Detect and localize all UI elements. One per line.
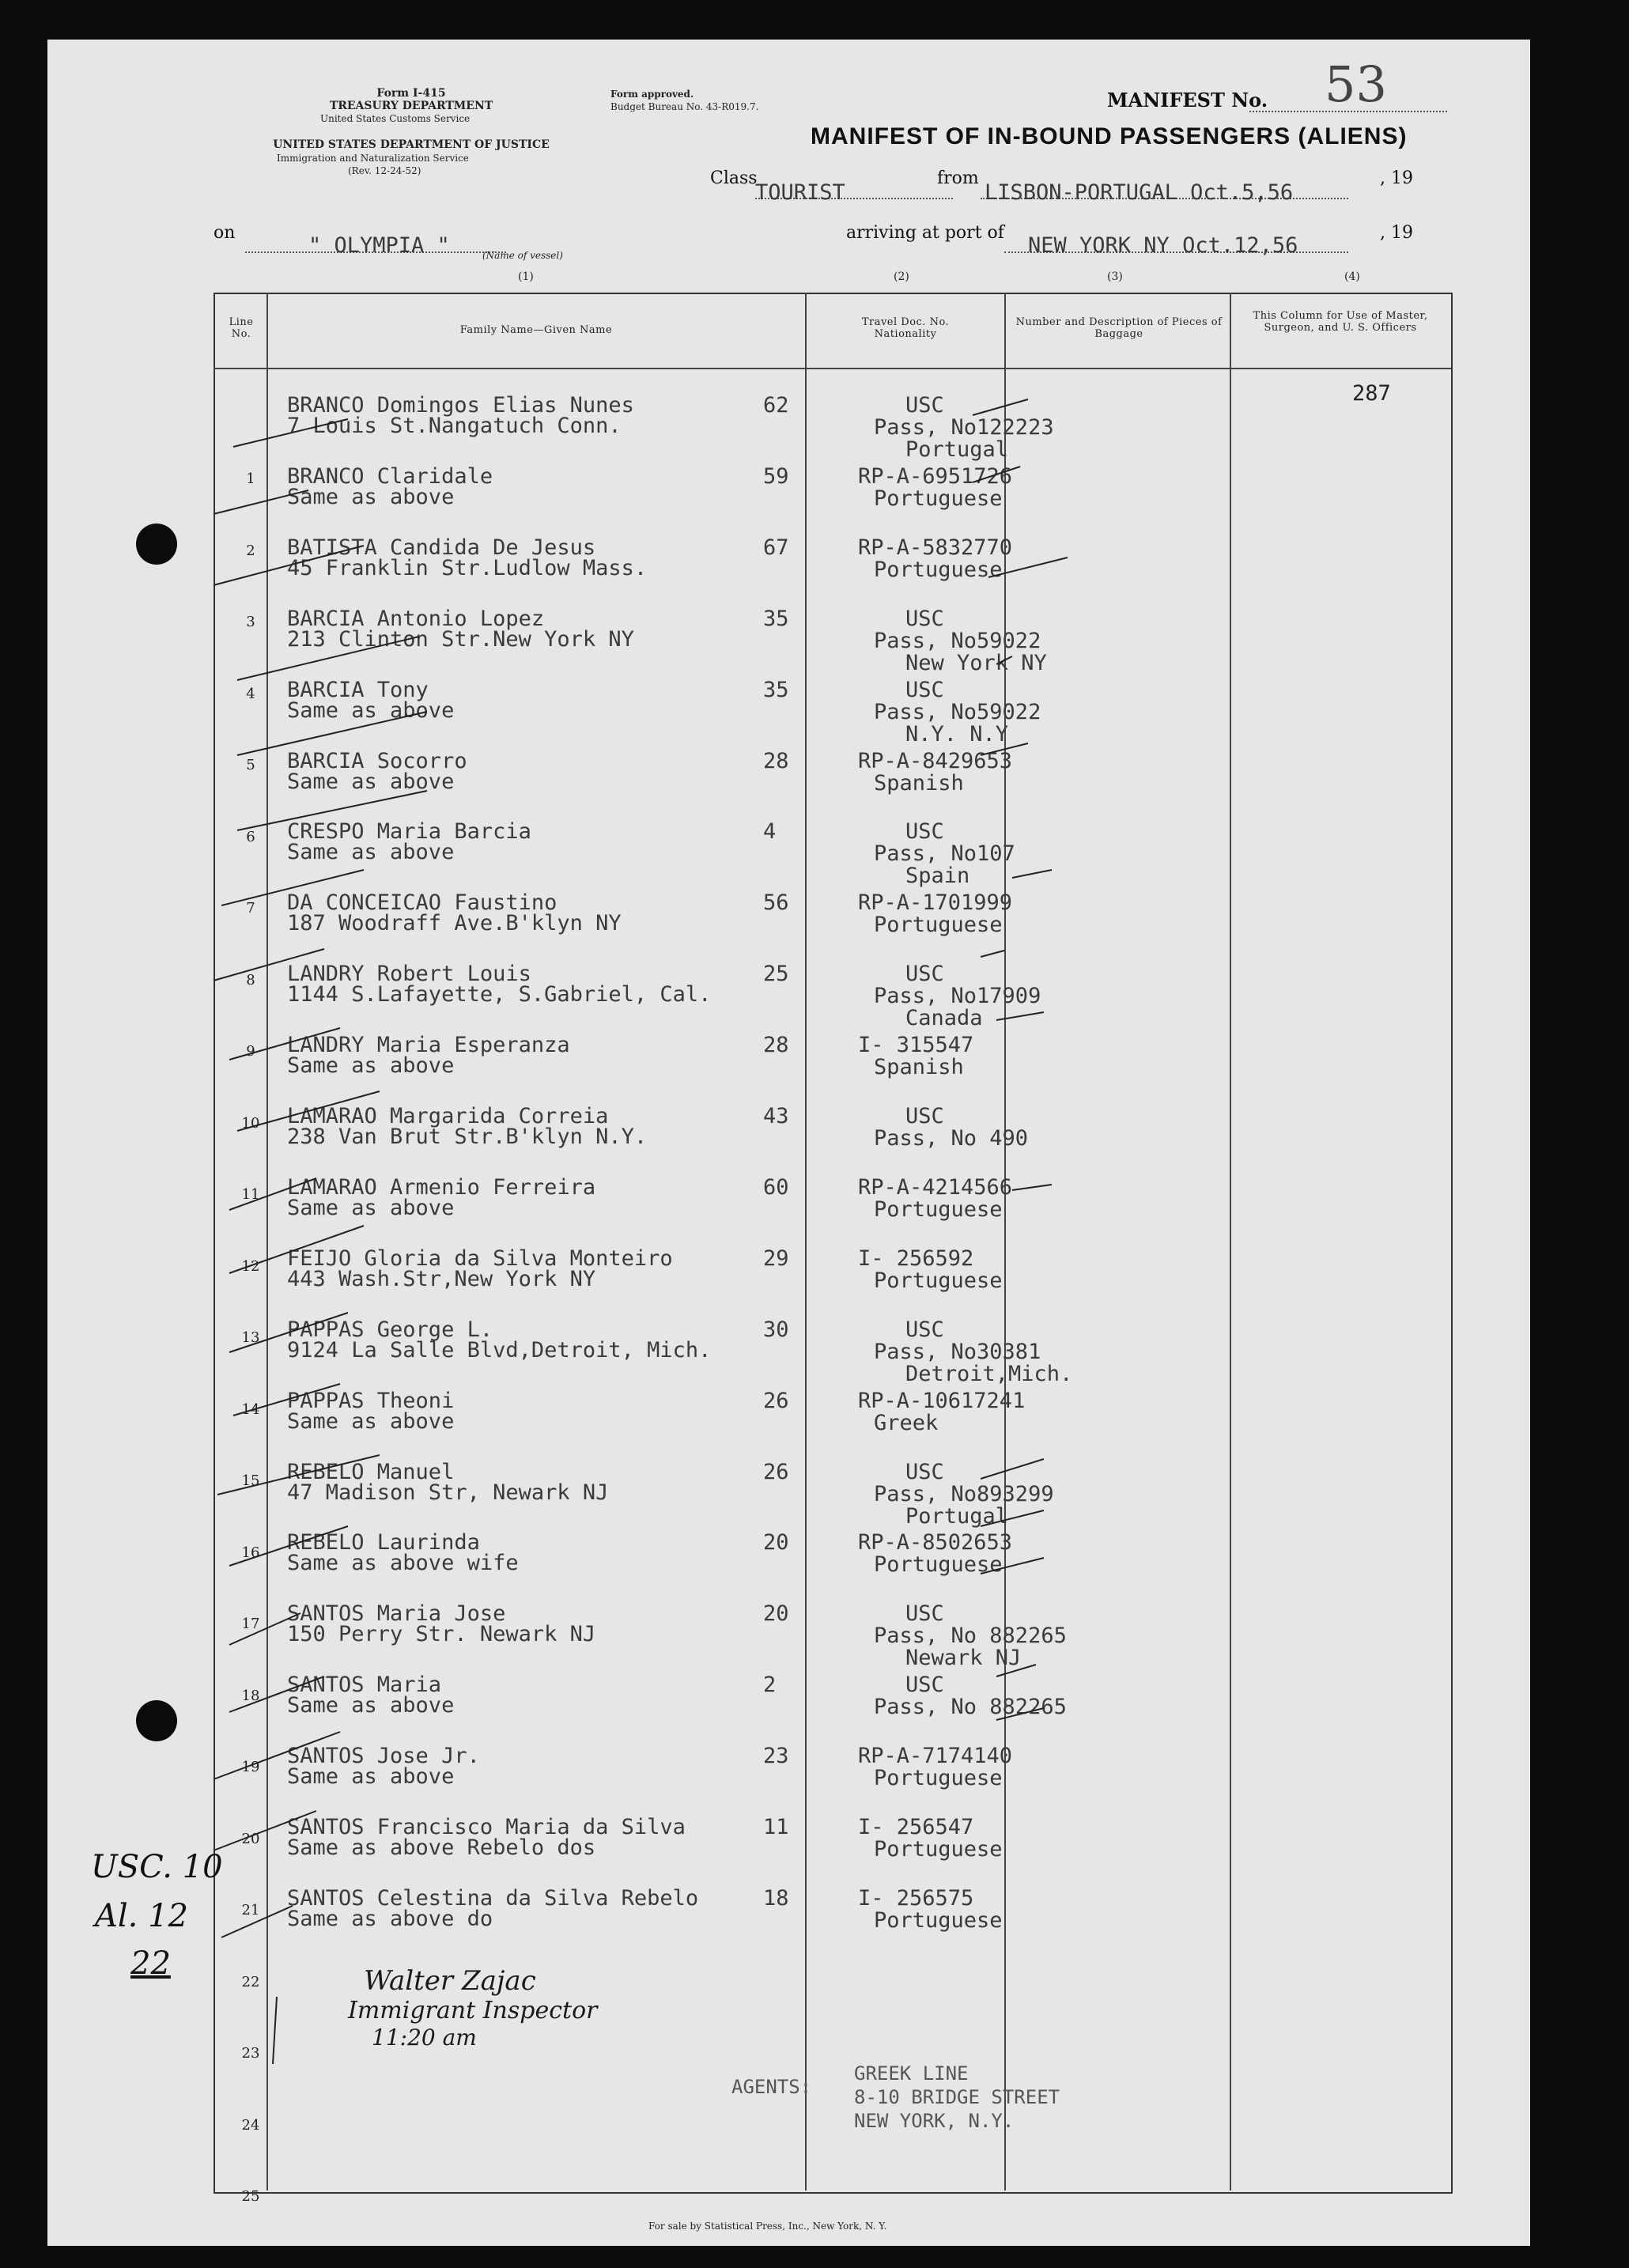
travel-doc-line-2: Greek bbox=[874, 1410, 939, 1435]
travel-doc-line-2: Portuguese bbox=[874, 1268, 1003, 1293]
travel-doc-line-2: Pass, No 882265 bbox=[874, 1695, 1067, 1720]
travel-doc-line-1: USC bbox=[905, 606, 944, 631]
passenger-age: 67 bbox=[763, 535, 789, 560]
line-number: 6 bbox=[246, 828, 255, 845]
passenger-name: BARCIA Socorro bbox=[287, 748, 467, 773]
travel-doc-line-2: Pass, No17909 bbox=[874, 984, 1041, 1009]
line-number: 8 bbox=[246, 971, 255, 988]
punch-hole-top bbox=[136, 524, 177, 565]
punch-hole-bottom bbox=[136, 1700, 177, 1741]
travel-doc-line-3: Newark NJ bbox=[905, 1646, 1022, 1671]
officer-number: 287 bbox=[1352, 381, 1391, 406]
passenger-age: 26 bbox=[763, 1388, 789, 1413]
travel-doc-line-1: I- 315547 bbox=[858, 1033, 974, 1058]
agents-label: AGENTS: bbox=[731, 2076, 812, 2098]
margin-note-usc: USC. 10 bbox=[91, 1849, 223, 1885]
passenger-address: Same as above Rebelo dos bbox=[287, 1835, 596, 1860]
form-approved: Form approved. bbox=[610, 89, 694, 100]
line-number: 7 bbox=[246, 900, 255, 917]
travel-doc-line-1: USC bbox=[905, 1673, 944, 1698]
header-line-no: Line No. bbox=[229, 316, 254, 340]
form-id: Form I-415 bbox=[376, 87, 446, 100]
travel-doc-line-2: Portuguese bbox=[874, 557, 1003, 582]
line-number: 1 bbox=[246, 471, 255, 487]
passenger-age: 20 bbox=[763, 1601, 789, 1627]
travel-doc-line-2: Portuguese bbox=[874, 1907, 1003, 1933]
passenger-name: SANTOS Jose Jr. bbox=[287, 1744, 480, 1769]
line-number: 19 bbox=[241, 1759, 260, 1775]
travel-doc-line-1: RP-A-7174140 bbox=[858, 1744, 1013, 1769]
travel-doc-line-3: N.Y. N.Y bbox=[905, 721, 1009, 747]
travel-doc-line-1: RP-A-8502653 bbox=[858, 1530, 1013, 1555]
line-number: 22 bbox=[241, 1973, 260, 1990]
travel-doc-line-3: Spain bbox=[905, 864, 970, 889]
inspector-title: Immigrant Inspector bbox=[348, 1997, 598, 2024]
passenger-address: Same as above bbox=[287, 1693, 455, 1718]
passenger-address: Same as above bbox=[287, 769, 455, 794]
travel-doc-line-3: New York NY bbox=[905, 650, 1047, 675]
travel-doc-line-3: Canada bbox=[905, 1006, 983, 1031]
travel-doc-line-1: RP-A-4214566 bbox=[858, 1174, 1013, 1200]
passenger-age: 43 bbox=[763, 1104, 789, 1128]
header-name: Family Name—Given Name bbox=[459, 324, 613, 336]
passenger-age: 35 bbox=[763, 677, 789, 702]
line-number: 17 bbox=[241, 1616, 260, 1632]
travel-doc-line-1: RP-A-1701999 bbox=[858, 890, 1013, 916]
line-number: 12 bbox=[241, 1257, 260, 1275]
passenger-address: 238 Van Brut Str.B'klyn N.Y. bbox=[287, 1125, 648, 1149]
margin-note-total: 22 bbox=[130, 1945, 171, 1982]
travel-doc-line-3: Detroit,Mich. bbox=[905, 1361, 1073, 1386]
travel-doc-line-1: USC bbox=[905, 1459, 944, 1484]
manifest-page bbox=[47, 40, 1530, 2246]
passenger-name: BARCIA Antonio Lopez bbox=[287, 606, 545, 631]
vessel-name: " OLYMPIA " bbox=[308, 233, 450, 258]
passenger-address: Same as above bbox=[287, 1195, 455, 1220]
travel-doc-line-1: USC bbox=[905, 962, 944, 987]
passenger-age: 23 bbox=[763, 1744, 789, 1769]
passenger-name: REBELO Manuel bbox=[287, 1459, 455, 1484]
passenger-age: 28 bbox=[763, 748, 789, 773]
line-number: 13 bbox=[241, 1329, 260, 1346]
travel-doc-line-1: I- 256547 bbox=[858, 1815, 974, 1839]
passenger-address: Same as above bbox=[287, 840, 455, 865]
manifest-no-label: MANIFEST No. bbox=[1107, 89, 1268, 112]
passenger-age: 29 bbox=[763, 1246, 789, 1271]
travel-doc-line-2: Portuguese bbox=[874, 913, 1003, 938]
travel-doc-line-2: Portuguese bbox=[874, 1837, 1003, 1862]
travel-doc-line-2: Portuguese bbox=[874, 1766, 1003, 1791]
travel-doc-line-3: Portugal bbox=[905, 437, 1009, 462]
travel-doc-line-2: Spanish bbox=[874, 770, 964, 796]
passenger-address: Same as above bbox=[287, 697, 455, 723]
passenger-name: BRANCO Claridale bbox=[287, 463, 493, 489]
ins-service: Immigration and Naturalization Service bbox=[277, 153, 469, 164]
travel-doc-line-1: USC bbox=[905, 819, 944, 845]
customs-service: United States Customs Service bbox=[320, 113, 471, 124]
passenger-address: 443 Wash.Str,New York NY bbox=[287, 1266, 596, 1291]
travel-doc-line-2: Spanish bbox=[874, 1055, 964, 1080]
passenger-address: 9124 La Salle Blvd,Detroit, Mich. bbox=[287, 1337, 712, 1363]
passenger-address: 150 Perry Str. Newark NJ bbox=[287, 1622, 596, 1647]
agents-line-1: GREEK LINE bbox=[854, 2062, 969, 2085]
travel-doc-line-2: Pass, No 882265 bbox=[874, 1624, 1067, 1649]
col-num-4: (4) bbox=[1344, 270, 1360, 283]
passenger-name: BARCIA Tony bbox=[287, 677, 429, 702]
passenger-address: Same as above bbox=[287, 1408, 455, 1434]
arriving-label: arriving at port of bbox=[846, 223, 1004, 243]
line-number: 21 bbox=[241, 1902, 260, 1918]
passenger-age: 18 bbox=[763, 1885, 789, 1911]
class-label: Class bbox=[710, 168, 758, 188]
passenger-name: PAPPAS Theoni bbox=[287, 1388, 455, 1413]
passenger-name: BRANCO Domingos Elias Nunes bbox=[287, 393, 634, 418]
passenger-address: 7 Louis St.Nangatuch Conn. bbox=[287, 414, 622, 438]
col-num-1: (1) bbox=[518, 270, 534, 283]
agents-line-3: NEW YORK, N.Y. bbox=[854, 2110, 1015, 2132]
year-1: , 19 bbox=[1380, 168, 1413, 188]
passenger-age: 4 bbox=[763, 819, 777, 845]
vessel-caption: (Name of vessel) bbox=[482, 250, 563, 261]
travel-doc-line-3: Portugal bbox=[905, 1503, 1009, 1529]
header-baggage: Number and Description of Pieces of Baggage bbox=[1015, 316, 1223, 340]
passenger-age: 11 bbox=[763, 1815, 789, 1839]
travel-doc-line-1: RP-A-5832770 bbox=[858, 535, 1013, 560]
passenger-age: 62 bbox=[763, 393, 789, 418]
header-travel-doc: Travel Doc. No. Nationality bbox=[861, 316, 950, 340]
line-number: 20 bbox=[241, 1830, 260, 1847]
passenger-name: LAMARAO Armenio Ferreira bbox=[287, 1174, 596, 1200]
passenger-age: 35 bbox=[763, 606, 789, 631]
passenger-name: PAPPAS George L. bbox=[287, 1317, 493, 1342]
passenger-address: Same as above wife bbox=[287, 1551, 519, 1576]
manifest-title: MANIFEST OF IN-BOUND PASSENGERS (ALIENS) bbox=[811, 123, 1408, 149]
passenger-address: Same as above bbox=[287, 1764, 455, 1790]
manifest-no-value: 53 bbox=[1325, 55, 1387, 113]
travel-doc-line-1: RP-A-6951726 bbox=[858, 463, 1013, 489]
passenger-name: SANTOS Maria bbox=[287, 1673, 442, 1698]
inspector-signature: Walter Zajac bbox=[364, 1965, 536, 1997]
passenger-age: 59 bbox=[763, 463, 789, 489]
passenger-name: SANTOS Francisco Maria da Silva bbox=[287, 1815, 686, 1839]
travel-doc-line-2: Pass, No59022 bbox=[874, 699, 1041, 724]
budget-bureau: Budget Bureau No. 43-R019.7. bbox=[610, 101, 759, 112]
travel-doc-line-2: Pass, No30381 bbox=[874, 1339, 1041, 1364]
travel-doc-line-1: I- 256592 bbox=[858, 1246, 974, 1271]
passenger-address: 47 Madison Str, Newark NJ bbox=[287, 1480, 609, 1505]
class-value: TOURIST bbox=[755, 180, 845, 205]
line-number: 18 bbox=[241, 1687, 260, 1704]
line-number: 25 bbox=[241, 2188, 260, 2205]
passenger-name: FEIJO Gloria da Silva Monteiro bbox=[287, 1246, 673, 1271]
line-number: 11 bbox=[241, 1186, 260, 1203]
passenger-name: CRESPO Maria Barcia bbox=[287, 819, 531, 845]
passenger-address: Same as above bbox=[287, 484, 455, 509]
col-num-3: (3) bbox=[1107, 270, 1123, 283]
passenger-address: 45 Franklin Str.Ludlow Mass. bbox=[287, 555, 648, 580]
revision: (Rev. 12-24-52) bbox=[348, 165, 421, 176]
line-number: 24 bbox=[241, 2116, 260, 2134]
passenger-name: LANDRY Robert Louis bbox=[287, 962, 531, 987]
travel-doc-line-1: RP-A-8429653 bbox=[858, 748, 1013, 773]
treasury-dept: TREASURY DEPARTMENT bbox=[329, 100, 493, 112]
travel-doc-line-1: USC bbox=[905, 393, 944, 418]
travel-doc-line-2: Pass, No893299 bbox=[874, 1481, 1054, 1506]
travel-doc-line-1: RP-A-10617241 bbox=[858, 1388, 1026, 1413]
passenger-age: 20 bbox=[763, 1530, 789, 1555]
col-num-2: (2) bbox=[894, 270, 909, 283]
travel-doc-line-2: Portuguese bbox=[874, 486, 1003, 511]
line-number: 5 bbox=[246, 757, 255, 773]
line-number: 9 bbox=[246, 1043, 255, 1060]
travel-doc-line-2: Pass, No59022 bbox=[874, 628, 1041, 653]
on-label: on bbox=[214, 223, 236, 243]
passenger-name: LAMARAO Margarida Correia bbox=[287, 1104, 609, 1128]
justice-dept: UNITED STATES DEPARTMENT OF JUSTICE bbox=[273, 138, 550, 151]
line-number: 4 bbox=[246, 685, 255, 702]
passenger-address: 213 Clinton Str.New York NY bbox=[287, 626, 634, 652]
margin-note-al: Al. 12 bbox=[95, 1898, 189, 1934]
passenger-age: 26 bbox=[763, 1459, 789, 1484]
travel-doc-line-2: Pass, No122223 bbox=[874, 415, 1054, 440]
line-number: 2 bbox=[246, 542, 255, 559]
passenger-name: SANTOS Maria Jose bbox=[287, 1601, 506, 1627]
passenger-address: 1144 S.Lafayette, S.Gabriel, Cal. bbox=[287, 982, 712, 1007]
line-number: 10 bbox=[241, 1114, 260, 1132]
travel-doc-line-2: Pass, No 490 bbox=[874, 1126, 1029, 1151]
line-number: 15 bbox=[241, 1472, 260, 1489]
agents-line-2: 8-10 BRIDGE STREET bbox=[854, 2086, 1060, 2108]
passenger-age: 25 bbox=[763, 962, 789, 987]
inspection-time: 11:20 am bbox=[372, 2024, 477, 2051]
header-officers: This Column for Use of Master, Surgeon, and U. S. Officers bbox=[1253, 310, 1428, 334]
year-2: , 19 bbox=[1380, 223, 1413, 243]
line-number: 3 bbox=[246, 614, 255, 630]
passenger-address: 187 Woodraff Ave.B'klyn NY bbox=[287, 911, 622, 936]
footer-printer: For sale by Statistical Press, Inc., New York, N. Y. bbox=[648, 2221, 887, 2232]
travel-doc-line-2: Pass, No107 bbox=[874, 841, 1015, 867]
travel-doc-line-1: USC bbox=[905, 1317, 944, 1342]
from-value: LISBON-PORTUGAL Oct.5,56 bbox=[985, 180, 1294, 205]
travel-doc-line-2: Portuguese bbox=[874, 1552, 1003, 1578]
travel-doc-line-1: USC bbox=[905, 677, 944, 702]
passenger-name: SANTOS Celestina da Silva Rebelo bbox=[287, 1885, 699, 1911]
passenger-name: BATISTA Candida De Jesus bbox=[287, 535, 596, 560]
check-marks bbox=[47, 40, 1530, 2246]
passenger-age: 56 bbox=[763, 890, 789, 916]
passenger-age: 28 bbox=[763, 1033, 789, 1058]
travel-doc-line-1: USC bbox=[905, 1601, 944, 1627]
passenger-address: Same as above do bbox=[287, 1906, 493, 1931]
passenger-name: DA CONCEICAO Faustino bbox=[287, 890, 557, 916]
travel-doc-line-1: I- 256575 bbox=[858, 1885, 974, 1911]
passenger-name: REBELO Laurinda bbox=[287, 1530, 480, 1555]
passenger-age: 30 bbox=[763, 1317, 789, 1342]
travel-doc-line-1: USC bbox=[905, 1104, 944, 1128]
passenger-address: Same as above bbox=[287, 1053, 455, 1079]
passenger-name: LANDRY Maria Esperanza bbox=[287, 1033, 570, 1058]
arriving-value: NEW YORK NY Oct.12,56 bbox=[1028, 233, 1298, 258]
line-number: 16 bbox=[241, 1544, 260, 1561]
line-number: 14 bbox=[241, 1400, 260, 1418]
travel-doc-line-2: Portuguese bbox=[874, 1196, 1003, 1222]
passenger-age: 60 bbox=[763, 1174, 789, 1200]
line-number: 23 bbox=[241, 2045, 260, 2062]
passenger-age: 2 bbox=[763, 1673, 777, 1698]
from-label: from bbox=[937, 168, 979, 188]
